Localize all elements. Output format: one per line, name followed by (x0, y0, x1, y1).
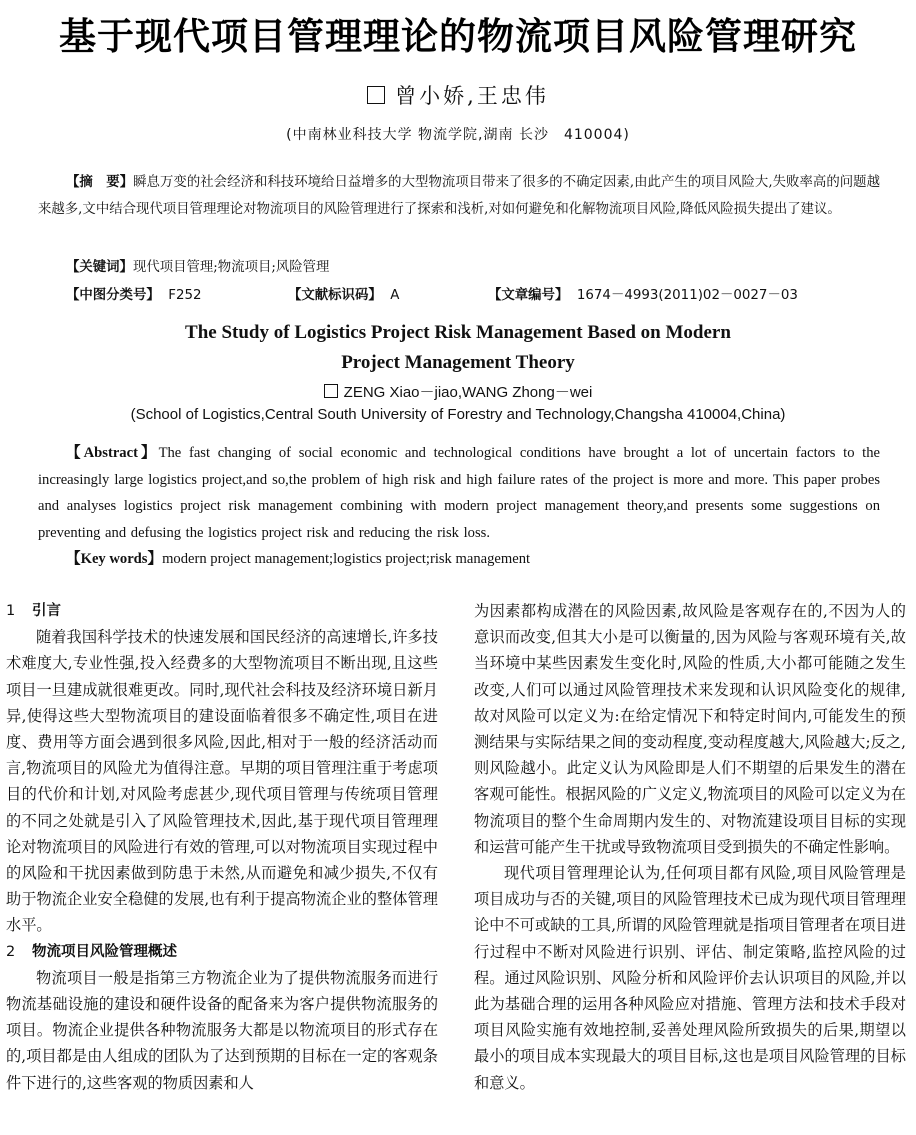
section-1-heading (6, 598, 438, 624)
paper-title-en (0, 318, 916, 378)
keywords-cn-label: 【关键词】 (66, 260, 133, 275)
abstract-cn-label: 【摘 要】 (66, 175, 134, 190)
keywords-en-label: 【Key words】 (66, 551, 163, 567)
clc-label: 【中图分类号】 (66, 288, 160, 303)
doc-code-label: 【文献标识码】 (288, 288, 382, 303)
clc-number (66, 284, 202, 303)
doc-code-value: A (390, 288, 400, 303)
authors-cn (0, 80, 916, 110)
section-2-heading (6, 939, 438, 965)
abstract-en-text: The fast changing of social economic and technological conditions have brought a lot of uncertain factors to the increasingly large logistics project,and so,the problem of high risk and high failure rates of the project is more and more. This paper probes and analyses logistics project risk management combining with modern project management theory,and presents some suggestions on preventing and defusing the logistics project risk and reducing the risk loss. (38, 445, 880, 541)
paper-title-cn: 基于现代项目管理理论的物流项目风险管理研究 (59, 15, 857, 58)
abstract-cn-text: 瞬息万变的社会经济和科技环境给日益增多的大型物流项目带来了很多的不确定因素,由此产生的项目风险大,失败率高的问题越来越多,文中结合现代项目管理理论对物流项目的风险管理进行了探索和浅析,对如何避免和化解物流项目风险,降低风险损失提出了建议。 (38, 175, 880, 217)
article-number-value: 1674－4993(2011)02－0027－03 (576, 288, 798, 303)
body-column-right (474, 598, 906, 1096)
keywords-cn-text: 现代项目管理;物流项目;风险管理 (132, 260, 330, 275)
section-2-number: 2 (6, 943, 16, 960)
section-1-number: 1 (6, 603, 16, 619)
keywords-en (66, 547, 530, 568)
section-2-paragraph-1: 物流项目一般是指第三方物流企业为了提供物流服务而进行物流基础设施的建设和硬件设备的配备来为客户提供物流服务的项目。物流企业提供各种物流服务大都是以物流项目的形式存在的,项目都是由人组成的团队为了达到预期的目标在一定的客观条件下进行的,这些客观的物质因素和人 (6, 968, 438, 1092)
section-2-paragraph-1-cont: 为因素都构成潜在的风险因素,故风险是客观存在的,不因为人的意识而改变,但其大小是可以衡量的,因为风险与客观环境有关,故当环境中某些因素发生变化时,风险的性质,大小都可能随之发生改变,人们可以通过风险管理技术来发现和认识风险变化的规律,故对风险可以定义为:在给定情况下和特定时间内,可能发生的预测结果与实际结果之间的变动程度,变动程度越大,风险越大;反之,则风险越小。此定义认为风险即是人们不期望的后果发生的潜在客观可能性。根据风险的广义定义,物流项目的风险可以定义为在物流项目的整个生命周期内发生的、对物流建设项目目标的实现和运营可能产生干扰或导致物流项目受到损失的不确定性影响。 (474, 602, 906, 856)
article-number-label: 【文章编号】 (488, 288, 569, 303)
authors-cn-text: 曾小娇,王忠伟 (395, 84, 549, 108)
article-number (488, 284, 798, 303)
section-1-paragraph: 随着我国科学技术的快速发展和国民经济的高速增长,许多技术难度大,专业性强,投入经费多的大型物流项目不断出现,且这些项目一旦建成就很难更改。同时,现代社会科技及经济环境日新月异,使得这些大型物流项目的建设面临着很多不确定性,项目在进度、费用等方面会遇到很多风险,因此,相对于一般的经济活动而言,物流项目的风险尤为值得注意。早期的项目管理注重于考虑项目的代价和计划,对风险考虑甚少,现代项目管理与传统项目管理的不同之处就是引入了风险管理技术,因此,基于现代项目管理理论对物流项目的风险进行有效的管理,可以对物流项目实现过程中的风险和干扰因素做到防患于未然,从而避免和减少损失,不仅有助于物流企业安全稳健的发展,也有利于提高物流企业的整体管理水平。 (6, 628, 438, 935)
abstract-en (38, 440, 880, 546)
section-1-title: 引言 (32, 603, 61, 619)
section-2-title: 物流项目风险管理概述 (32, 943, 177, 960)
keywords-cn (66, 256, 329, 275)
body-column-left (6, 598, 438, 1096)
document-code (288, 284, 399, 303)
affiliation-cn: (中南林业科技大学 物流学院,湖南 长沙 410004) (286, 127, 630, 143)
abstract-cn (38, 170, 880, 223)
keywords-en-text: modern project management;logistics project;risk management (162, 551, 531, 567)
title-en-line2: Project Management Theory (341, 352, 575, 373)
author-box-icon-en (324, 384, 338, 398)
section-2-paragraph-2: 现代项目管理理论认为,任何项目都有风险,项目风险管理是项目成功与否的关键,项目的风险管理技术已成为现代项目管理理论中不可或缺的工具,所谓的风险管理就是指项目管理者在项目进行过程中不断对风险进行识别、评估、制定策略,监控风险的过程。通过风险识别、风险分析和风险评价去认识项目的风险,并以此为基础合理的运用各种风险应对措施、管理方法和技术手段对项目风险实施有效地控制,妥善处理风险所致损失的后果,期望以最小的项目成本实现最大的项目目标,这也是项目风险管理的目标和意义。 (474, 864, 906, 1092)
clc-value: F252 (168, 288, 202, 303)
abstract-en-label: 【Abstract】 (66, 445, 159, 461)
author-box-icon (367, 86, 385, 104)
affiliation-en: (School of Logistics,Central South University of Forestry and Technology,Changsha 410004,China) (130, 406, 786, 423)
authors-en-text: ZENG Xiao－jiao,WANG Zhong－wei (343, 384, 593, 401)
authors-en (0, 381, 916, 402)
title-en-line1: The Study of Logistics Project Risk Management Based on Modern (185, 322, 731, 343)
